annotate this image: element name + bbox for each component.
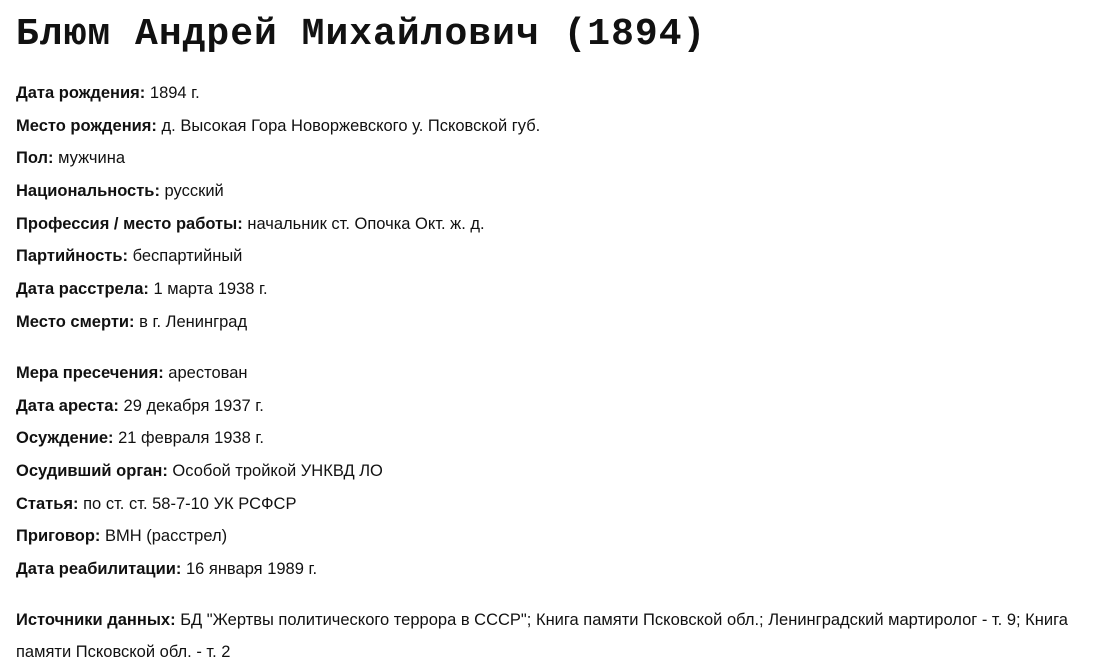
field-profession xyxy=(16,208,540,241)
sources-label: Источники данных: xyxy=(16,611,176,629)
page-title: Блюм Андрей Михайлович (1894) xyxy=(16,13,707,56)
field-article xyxy=(16,488,383,521)
field-sex xyxy=(16,142,540,175)
field-value: арестован xyxy=(168,364,248,382)
field-label: Профессия / место работы: xyxy=(16,214,243,233)
field-value: 1 марта 1938 г. xyxy=(153,280,268,299)
field-label: Национальность: xyxy=(16,182,160,201)
field-label: Место смерти: xyxy=(16,312,135,331)
field-birth-place xyxy=(16,110,540,143)
field-value: ВМН (расстрел) xyxy=(105,527,228,546)
field-restraint xyxy=(16,357,383,390)
field-value: по ст. ст. 58-7-10 УК РСФСР xyxy=(83,494,297,513)
field-death-place xyxy=(16,306,540,339)
field-value: 1894 г. xyxy=(149,84,200,102)
field-value: русский xyxy=(164,182,224,201)
data-sources xyxy=(16,604,1091,668)
field-label: Дата рождения: xyxy=(16,84,146,102)
field-label: Мера пресечения: xyxy=(16,364,164,382)
field-label: Пол: xyxy=(16,149,54,168)
field-arrest-date xyxy=(16,390,383,423)
field-party xyxy=(16,240,540,273)
case-info-list xyxy=(16,357,383,586)
field-label: Партийность: xyxy=(16,247,128,266)
field-label: Статья: xyxy=(16,494,79,513)
field-value: мужчина xyxy=(58,149,126,168)
field-value: беспартийный xyxy=(132,247,243,266)
field-sentence xyxy=(16,520,383,553)
field-label: Осуждение: xyxy=(16,429,114,448)
field-convicting-body xyxy=(16,455,383,488)
field-nationality xyxy=(16,175,540,208)
field-label: Осудивший орган: xyxy=(16,462,168,481)
field-value: в г. Ленинград xyxy=(139,312,248,331)
field-value: 29 декабря 1937 г. xyxy=(123,396,264,415)
field-label: Дата ареста: xyxy=(16,396,119,415)
field-execution-date xyxy=(16,273,540,306)
field-value: Особой тройкой УНКВД ЛО xyxy=(172,462,383,481)
field-value: д. Высокая Гора Новоржевского у. Псковской губ. xyxy=(161,116,541,135)
field-value: 21 февраля 1938 г. xyxy=(118,429,264,448)
field-value: начальник ст. Опочка Окт. ж. д. xyxy=(247,214,485,233)
field-label: Место рождения: xyxy=(16,116,157,135)
sources-value: БД "Жертвы политического террора в СССР"; Книга памяти Псковской обл.; Ленинградский мартиролог - т. 9; Книга памяти Псковской обл. - т. 2 xyxy=(16,611,1068,661)
field-label: Дата расстрела: xyxy=(16,280,149,299)
field-value: 16 января 1989 г. xyxy=(185,560,318,579)
field-rehabilitation-date xyxy=(16,553,383,586)
field-label: Приговор: xyxy=(16,527,101,546)
field-label: Дата реабилитации: xyxy=(16,560,182,579)
field-conviction xyxy=(16,422,383,455)
personal-info-list xyxy=(16,77,540,339)
field-birth-date xyxy=(16,77,540,110)
